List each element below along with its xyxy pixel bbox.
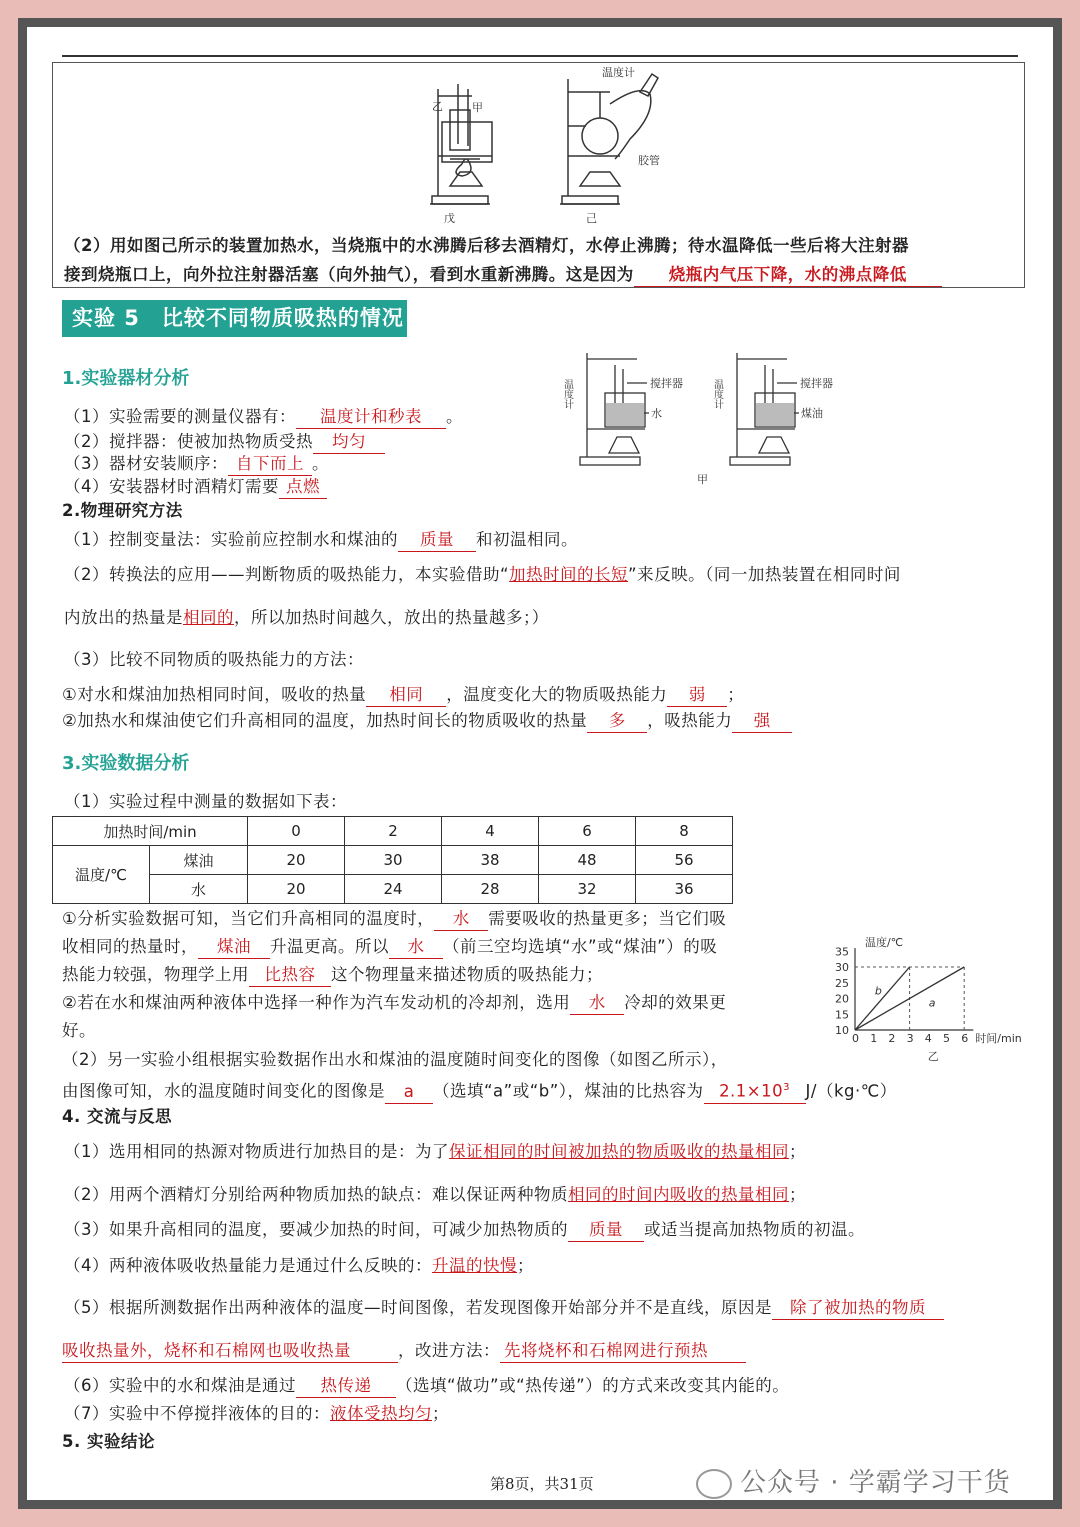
s3-a4: ②若在水和煤油两种液体中选择一种作为汽车发动机的冷却剂，选用 水 冷却的效果更 [62,992,726,1015]
q2-answer: 烧瓶内气压下降，水的沸点降低 [634,264,942,287]
s1-line4: （4）安装器材时酒精灯需要 点燃 [64,476,327,499]
watermark [696,1462,1011,1499]
svg-text:甲: 甲 [472,101,483,114]
x-tick-label: 4 [924,1032,932,1045]
section-3-title: 3.实验数据分析 [62,753,190,774]
table-cell: 48 [539,846,636,875]
table-cell: 20 [248,875,345,904]
s4-line5: （5）根据所测数据作出两种液体的温度—时间图像，若发现图像开始部分并不是直线，原因是 除了被加热的物质 [64,1297,944,1320]
y-tick-label: 20 [835,992,849,1006]
s3-answer-a4: 水 [570,992,624,1015]
s4-answer3: 质量 [568,1219,644,1242]
s3-a5: 好。 [62,1021,96,1040]
section-2-title: 2.物理研究方法 [62,501,183,520]
table-cell: 32 [539,875,636,904]
s3-a3: 热能力较强，物理学上用 比热容 这个物理量来描述物质的吸热能力； [62,964,603,987]
s4-line2: （2）用两个酒精灯分别给两种物质加热的缺点：难以保证两种物质相同的时间内吸收的热量相同； [64,1185,806,1204]
series-line-b [855,967,910,1030]
table-cell: 4 [442,817,539,846]
s2-answer1: 质量 [398,529,476,552]
svg-text:温度计: 温度计 [561,379,573,409]
s2-answer6b: 强 [732,710,792,733]
header-rule [62,55,1018,57]
s3-answer-b2a: a [385,1081,433,1104]
q2-line1: （2）用如图己所示的装置加热水，当烧瓶中的水沸腾后移去酒精灯，水停止沸腾；待水温降低一些后将大注射器 [64,236,909,255]
y-tick-label: 30 [835,961,849,974]
s4-line8: （7）实验中不停搅拌液体的目的：液体受热均匀； [64,1404,449,1423]
s4-answer7: 热传递 [296,1375,396,1398]
svg-text:温度计: 温度计 [602,66,635,79]
section-1-title: 1.实验器材分析 [62,368,190,389]
x-tick-label: 6 [961,1032,969,1045]
s2-line6: ②加热水和煤油使它们升高相同的温度，加热时间长的物质吸收的热量 多 ，吸热能力 强 [62,710,792,733]
s4-line7: （6）实验中的水和煤油是通过 热传递 （选填“做功”或“热传递”）的方式来改变其内能的。 [64,1375,789,1398]
temperature-time-chart [825,918,1040,1066]
table-cell: 24 [345,875,442,904]
s4-line6: 吸收热量外，烧杯和石棉网也吸收热量 ，改进方法： 先将烧杯和石棉网进行预热 [62,1340,746,1363]
table-cell: 8 [636,817,733,846]
svg-text:搅拌器: 搅拌器 [800,377,833,390]
section-5-title: 5. 实验结论 [62,1432,155,1451]
y-tick-label: 25 [835,976,849,990]
s2-line5: ①对水和煤油加热相同时间，吸收的热量 相同 ，温度变化大的物质吸热能力 弱 ； [62,684,744,707]
section-4-title: 4. 交流与反思 [62,1107,172,1126]
y-axis-label: 温度/℃ [865,936,904,950]
s2-answer5a: 相同 [366,684,446,707]
s3-a2: 收相同的热量时， 煤油 升温更高。所以 水 （前三空均选填“水”或“煤油”）的吸 [62,936,717,959]
s4-answer6b: 先将烧杯和石棉网进行预热 [500,1340,746,1363]
x-tick-label: 0 [852,1032,859,1045]
table-row [53,875,733,904]
svg-text:温度计: 温度计 [711,379,723,409]
table-cell: 36 [636,875,733,904]
svg-text:乙: 乙 [432,100,443,113]
x-tick-label: 3 [906,1032,914,1045]
svg-text:胶管: 胶管 [638,154,660,167]
s2-line4: （3）比较不同物质的吸热能力的方法： [64,650,364,669]
series-label-b: b [874,984,882,998]
s1-answer1: 温度计和秒表 [296,406,446,429]
apparatus-figure-jia [561,345,855,490]
s4-line1: （1）选用相同的热源对物质进行加热目的是：为了保证相同的时间被加热的物质吸收的热量相同； [64,1142,806,1161]
s1-answer3: 自下而上 [228,453,312,476]
table-row [53,846,733,875]
s1-line3: （3）器材安装顺序： 自下而上 。 [64,453,329,476]
s2-line3: 内放出的热量是相同的，所以加热时间越久，放出的热量越多；） [64,608,549,627]
x-tick-label: 2 [888,1032,896,1045]
q2-line2: 接到烧瓶口上，向外拉注射器活塞（向外抽气），看到水重新沸腾。这是因为 烧瓶内气压下降，水的沸点降低 [64,264,942,287]
table-cell: 56 [636,846,733,875]
s3-b2: 由图像可知，水的温度随时间变化的图像是 a （选填“a”或“b”），煤油的比热容为 $2.1\times 10^3$ J/（kg·℃） [62,1077,897,1104]
y-tick-label: 35 [835,945,849,959]
s2-line2: （2）转换法的应用——判断物质的吸热能力，本实验借助“加热时间的长短”来反映。（同一加热装置在相同时间 [64,565,901,584]
series-line-a [855,967,964,1030]
page-footer: 第8页，共31页 [490,1475,594,1493]
s4-answer2: 相同的时间内吸收的热量相同 [568,1185,789,1204]
s4-line4: （4）两种液体吸收热量能力是通过什么反映的：升温的快慢； [64,1256,534,1275]
apparatus-figure-wu-ji [410,64,690,229]
x-axis-label: 时间/min [975,1032,1022,1045]
s4-answer5: 除了被加热的物质 [772,1297,944,1320]
data-table [52,816,733,904]
x-tick-label: 5 [943,1032,950,1045]
table-row-label: 煤油 [150,846,248,875]
y-tick-label: 15 [835,1008,849,1022]
s4-answer6: 吸收热量外，烧杯和石棉网也吸收热量 [62,1340,398,1363]
s3-answer-a2a: 煤油 [198,936,270,959]
table-row-label: 水 [150,875,248,904]
s4-answer8: 液体受热均匀 [330,1404,432,1423]
chart-caption: 乙 [927,1050,939,1063]
wechat-icon [696,1469,732,1499]
s3-answer-a2b: 水 [389,936,443,959]
table-header-time: 加热时间/min [53,817,248,846]
s2-answer2: 加热时间的长短 [509,565,629,584]
s1-line2: （2）搅拌器：使被加热物质受热 均匀 [64,431,385,454]
s3-answer-a1: 水 [434,908,488,931]
svg-text:搅拌器: 搅拌器 [650,377,683,390]
x-tick-label: 1 [870,1032,878,1045]
svg-text:戊: 戊 [444,212,455,225]
s1-answer2: 均匀 [313,431,385,454]
experiment-banner: 实验 5 比较不同物质吸热的情况 [62,300,407,337]
table-cell: 28 [442,875,539,904]
s2-answer6a: 多 [587,710,647,733]
table-cell: 2 [345,817,442,846]
s2-answer5b: 弱 [667,684,727,707]
svg-text:己: 己 [586,212,597,225]
s3-answer-a3: 比热容 [249,964,331,987]
s4-answer1: 保证相同的时间被加热的物质吸收的热量相同 [449,1142,789,1161]
s3-line1: （1）实验过程中测量的数据如下表： [64,792,347,811]
y-tick-label: 10 [835,1024,849,1037]
table-cell: 38 [442,846,539,875]
s4-line3: （3）如果升高相同的温度，要减少加热的时间，可减少加热物质的 质量 或适当提高加热物质的初温。 [64,1219,865,1242]
s3-answer-b2b: $2.1\times 10^3$ [704,1077,806,1104]
table-header-temp: 温度/℃ [53,846,150,904]
s1-answer4: 点燃 [279,476,327,499]
table-row [53,817,733,846]
s2-line1: （1）控制变量法：实验前应控制水和煤油的 质量 和初温相同。 [64,529,578,552]
table-cell: 0 [248,817,345,846]
watermark-text: 公众号 · 学霸学习干货 [740,1468,1011,1498]
table-cell: 20 [248,846,345,875]
svg-text:煤油: 煤油 [801,407,823,420]
series-label-a: a [928,996,936,1010]
table-cell: 30 [345,846,442,875]
svg-text:水: 水 [651,407,662,420]
svg-text:甲: 甲 [697,473,708,486]
s2-answer3: 相同的 [183,608,234,627]
s3-a1: ①分析实验数据可知，当它们升高相同的温度时， 水 需要吸收的热量更多；当它们吸 [62,908,726,931]
s4-answer4: 升温的快慢 [432,1256,517,1275]
s1-line1: （1）实验需要的测量仪器有： 温度计和秒表 。 [64,406,463,429]
table-cell: 6 [539,817,636,846]
s3-b1: （2）另一实验小组根据实验数据作出水和煤油的温度随时间变化的图像（如图乙所示）， [62,1050,728,1069]
